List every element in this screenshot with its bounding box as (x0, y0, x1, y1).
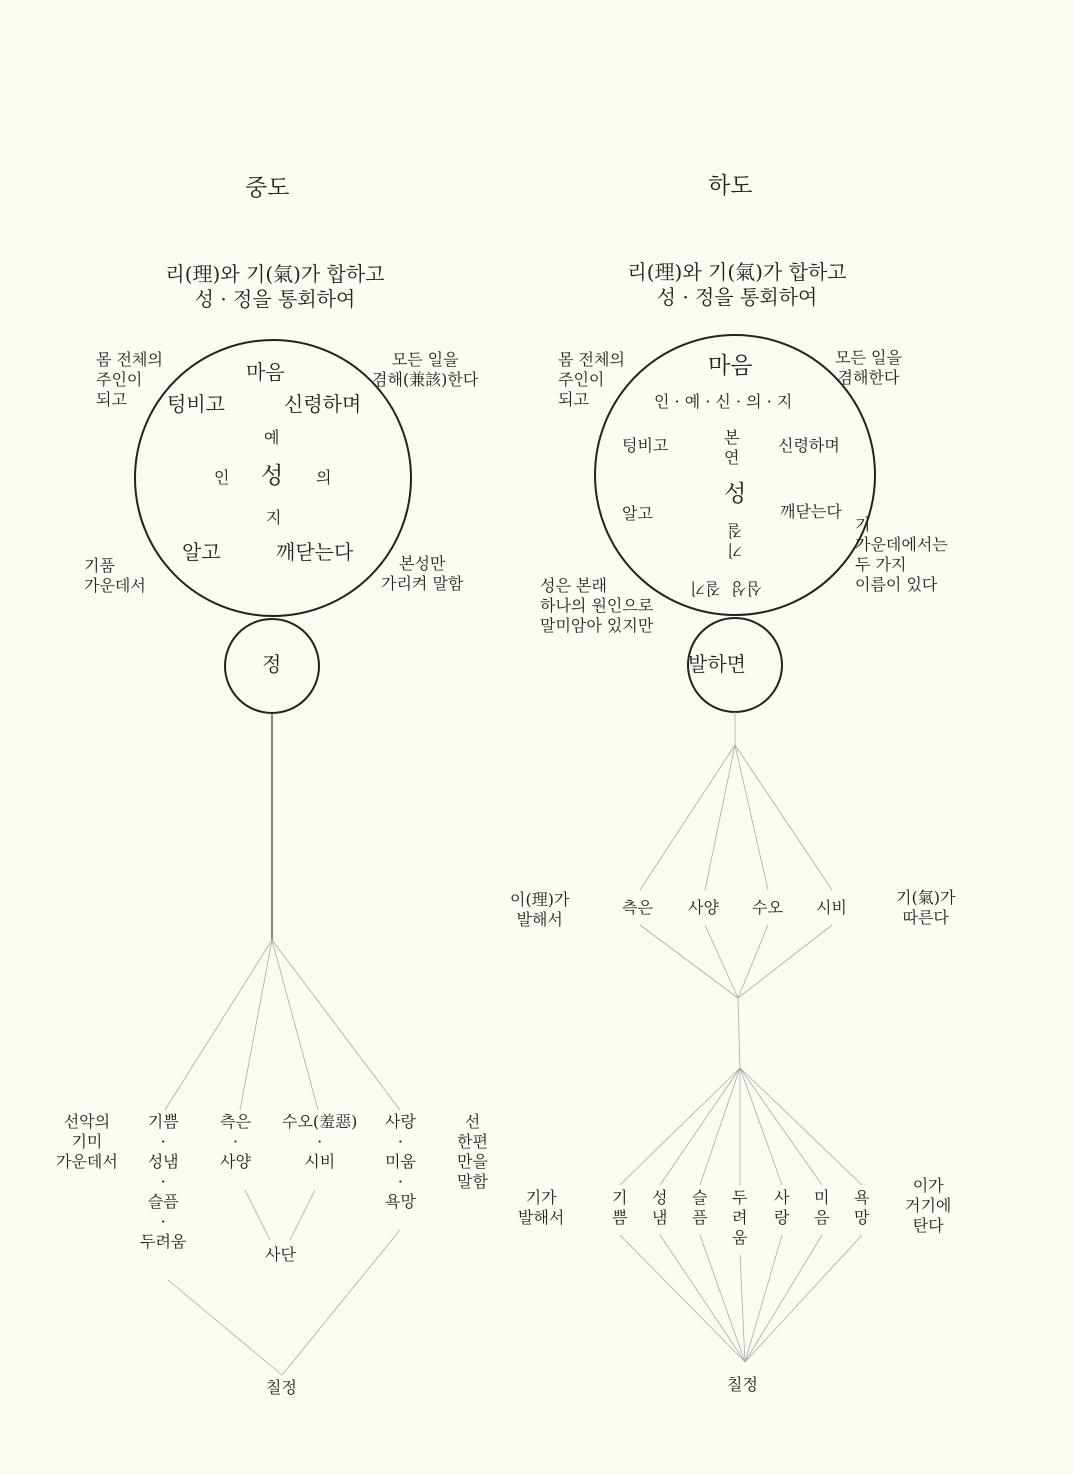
middle-seonak: 선악의 기미 가운데서 (56, 1112, 118, 1171)
lower-seong: 성 (724, 481, 747, 507)
lower-row2-item: 미 음 (814, 1188, 830, 1227)
lower-realize: 깨닫는다 (780, 502, 842, 521)
lower-ki-bal: 기가 발해서 (518, 1188, 565, 1227)
lower-row2-item: 성 냄 (652, 1188, 668, 1227)
lower-header: 리(理)와 기(氣)가 합하고 성 · 정을 통회하여 (627, 260, 847, 309)
lower-bonyeon: 본 연 (724, 428, 740, 467)
middle-col4: 사랑 · 미움 · 욕망 (385, 1112, 416, 1211)
lower-fan-lines (620, 712, 862, 1362)
middle-spirit: 신령하며 (284, 392, 362, 416)
middle-left-bottom: 기품 가운데서 (84, 556, 146, 595)
middle-empty: 텅비고 (167, 392, 225, 416)
middle-header: 리(理)와 기(氣)가 합하고 성 · 정을 통회하여 (165, 262, 385, 311)
lower-row1-item: 사양 (688, 898, 719, 917)
middle-chiljeong: 칠정 (266, 1378, 297, 1397)
middle-jeong: 정 (262, 652, 282, 676)
lower-row1-item: 시비 (816, 898, 847, 917)
middle-col1: 기쁨 · 성냄 · 슬픔 · 두려움 (140, 1112, 187, 1251)
lower-row2-item: 사 랑 (774, 1188, 790, 1227)
lower-chiljeong: 칠정 (727, 1375, 758, 1394)
middle-in: 인 (214, 468, 230, 487)
lower-right-top: 모든 일을 겸해한다 (835, 348, 902, 387)
lower-inverted: 심성 질기 (690, 579, 762, 598)
lower-spirit: 신령하며 (778, 436, 840, 455)
lower-virtues: 인 · 예 · 신 · 의 · 지 (654, 392, 793, 411)
middle-realize: 깨닫는다 (276, 540, 354, 564)
lower-title: 하도 (708, 173, 753, 199)
middle-mind: 마음 (246, 360, 285, 384)
lower-balhamyeon: 발하면 (688, 652, 746, 676)
lower-row1-item: 측은 (622, 898, 653, 917)
middle-seong: 성 (261, 463, 284, 489)
middle-sadan: 사단 (265, 1245, 296, 1264)
lower-li-bal: 이(理)가 발해서 (510, 890, 570, 929)
lower-li-ride: 이가 거기에 탄다 (905, 1176, 952, 1235)
lower-gijil: 기 질 (727, 521, 743, 560)
middle-right-top: 모든 일을 겸해(兼該)한다 (372, 350, 479, 389)
lower-row2-item: 두 려 움 (732, 1188, 748, 1247)
lower-right-mid: 기 가운데에서는 두 가지 이름이 있다 (855, 515, 948, 594)
middle-know: 알고 (182, 540, 221, 564)
lower-know: 알고 (622, 504, 653, 523)
middle-ji: 지 (266, 508, 282, 527)
lower-left-bottom: 성은 본래 하나의 원인으로 말미암아 있지만 (540, 576, 654, 635)
lower-row2-item: 슬 픔 (692, 1188, 708, 1227)
lower-empty: 텅비고 (622, 436, 669, 455)
middle-col3: 수오(羞惡) · 시비 (282, 1112, 358, 1171)
middle-ye: 예 (264, 428, 280, 447)
lower-ki-follow: 기(氣)가 따른다 (896, 888, 956, 927)
middle-ui: 의 (316, 468, 332, 487)
middle-right-bottom: 본성만 가리켜 말함 (381, 554, 464, 593)
lower-row1-item: 수오 (752, 898, 783, 917)
lower-left-top: 몸 전체의 주인이 되고 (558, 350, 625, 409)
lower-row2-item: 기 쁨 (612, 1188, 628, 1227)
middle-left-top: 몸 전체의 주인이 되고 (96, 350, 163, 409)
middle-good-side: 선 한편 만을 말함 (457, 1112, 488, 1191)
lower-row2-item: 욕 망 (854, 1188, 870, 1227)
middle-title: 중도 (245, 175, 290, 201)
middle-col2: 측은 · 사양 (220, 1112, 251, 1171)
lower-mind: 마음 (708, 353, 753, 379)
